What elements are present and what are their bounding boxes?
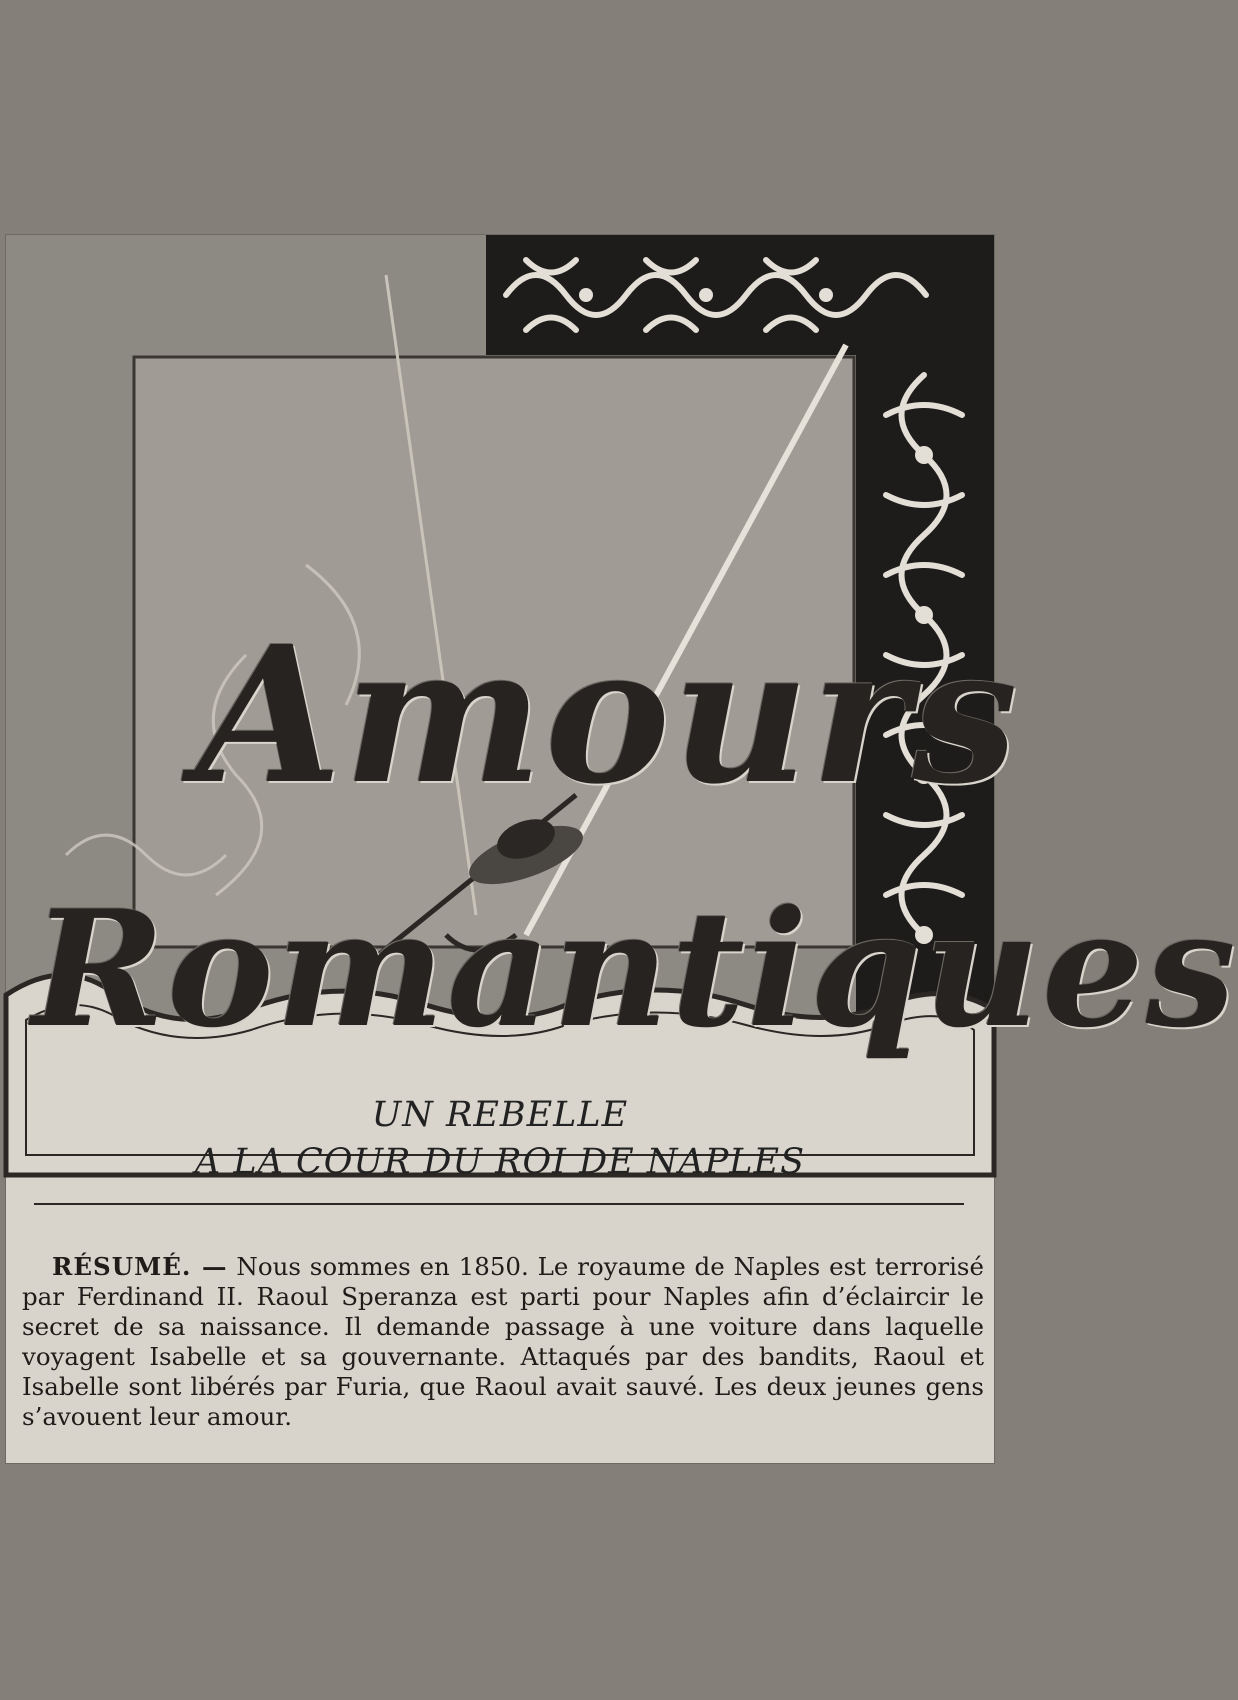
newspaper-clipping (6, 235, 1238, 1463)
summary-text: Nous sommes en 1850. Le royaume de Naples est terrorisé par Ferdinand II. Raoul Speranza est parti pour Naples afin d’éclaircir le secret de sa naissance. Il demande passage à une voiture dans laquelle voyagent Isabelle et sa gouvernante. Attaqués par des bandits, Raoul et Isabelle sont libérés par Furia, que Raoul avait sauvé. Les deux jeunes gens s’avouent leur amour. (22, 1251, 984, 1431)
summary-lead: RÉSUMÉ. — (52, 1251, 228, 1281)
title-line-1: Amours (196, 605, 1020, 826)
subtitle-line-2: A LA COUR DU ROI DE NAPLES (194, 1142, 806, 1182)
summary-paragraph (22, 1252, 984, 1432)
subtitle-line-1: UN REBELLE (371, 1095, 629, 1135)
title-illustration (6, 235, 1238, 1182)
title-line-2: Romantiques (32, 875, 1238, 1063)
divider-rule (34, 1203, 964, 1205)
subtitle-cartouche (6, 1020, 994, 1180)
